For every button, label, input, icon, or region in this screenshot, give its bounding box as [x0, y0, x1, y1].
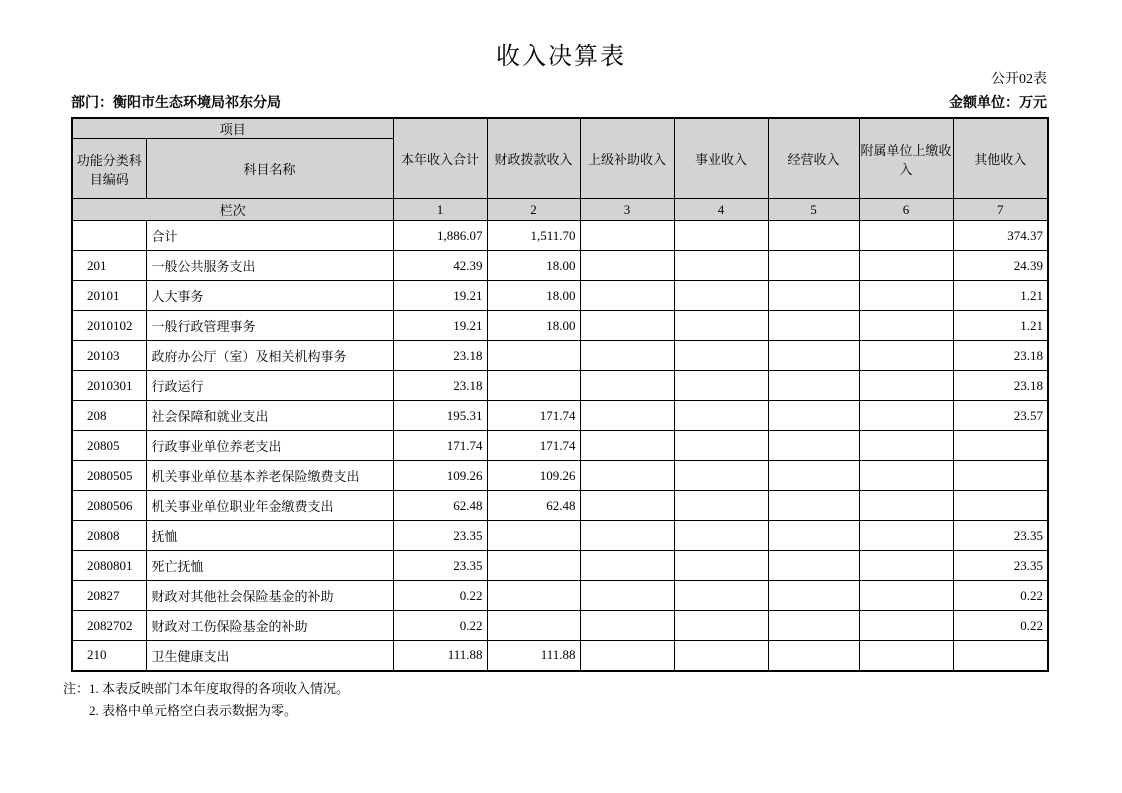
amount-cell: [768, 371, 859, 401]
subject-code-cell: 20101: [72, 281, 146, 311]
subject-name-cell: 人大事务: [146, 281, 393, 311]
amount-cell: [674, 641, 768, 671]
amount-cell: [859, 371, 953, 401]
col-header-superior-subsidy: 上级补助收入: [580, 118, 674, 199]
table-row: [72, 311, 1048, 341]
name-column-header: 科目名称: [146, 139, 393, 199]
amount-cell: [859, 491, 953, 521]
amount-cell: 171.74: [393, 431, 487, 461]
table-row: [72, 521, 1048, 551]
table-row: [72, 431, 1048, 461]
amount-cell: [674, 341, 768, 371]
amount-cell: 24.39: [953, 251, 1048, 281]
table-row: [72, 581, 1048, 611]
amount-cell: 23.35: [953, 551, 1048, 581]
unit-label: 金额单位：万元: [949, 96, 1047, 111]
subject-code-cell: 2080801: [72, 551, 146, 581]
amount-cell: [487, 581, 580, 611]
amount-cell: [768, 401, 859, 431]
amount-cell: [859, 401, 953, 431]
amount-cell: [859, 461, 953, 491]
amount-cell: 109.26: [487, 461, 580, 491]
table-row: [72, 611, 1048, 641]
amount-cell: [768, 551, 859, 581]
subject-code-cell: [72, 221, 146, 251]
subject-name-cell: 一般行政管理事务: [146, 311, 393, 341]
amount-cell: [768, 281, 859, 311]
amount-cell: [580, 491, 674, 521]
amount-cell: [580, 281, 674, 311]
table-row: [72, 461, 1048, 491]
amount-cell: [674, 611, 768, 641]
table-row: [72, 491, 1048, 521]
amount-cell: [768, 491, 859, 521]
col-header-total-income: 本年收入合计: [393, 118, 487, 199]
amount-cell: 23.35: [393, 551, 487, 581]
subject-code-cell: 201: [72, 251, 146, 281]
subject-name-cell: 社会保障和就业支出: [146, 401, 393, 431]
table-row: [72, 251, 1048, 281]
amount-cell: [674, 371, 768, 401]
table-row: [72, 341, 1048, 371]
subject-code-cell: 208: [72, 401, 146, 431]
amount-cell: 42.39: [393, 251, 487, 281]
amount-cell: [859, 611, 953, 641]
amount-cell: [674, 401, 768, 431]
amount-cell: 18.00: [487, 281, 580, 311]
amount-cell: 23.35: [393, 521, 487, 551]
amount-cell: 374.37: [953, 221, 1048, 251]
amount-cell: [859, 581, 953, 611]
amount-cell: 111.88: [487, 641, 580, 671]
amount-cell: 23.57: [953, 401, 1048, 431]
amount-cell: [768, 641, 859, 671]
subject-name-cell: 卫生健康支出: [146, 641, 393, 671]
amount-cell: 1,886.07: [393, 221, 487, 251]
table-row: [72, 401, 1048, 431]
amount-cell: 171.74: [487, 431, 580, 461]
subject-code-cell: 2010301: [72, 371, 146, 401]
subject-name-cell: 政府办公厅（室）及相关机构事务: [146, 341, 393, 371]
amount-cell: 18.00: [487, 251, 580, 281]
amount-cell: [674, 311, 768, 341]
header-row-lanci: [72, 199, 1048, 221]
amount-cell: 19.21: [393, 281, 487, 311]
table-body: [72, 221, 1048, 671]
amount-cell: 195.31: [393, 401, 487, 431]
amount-cell: [768, 251, 859, 281]
amount-cell: [487, 371, 580, 401]
table-row: [72, 281, 1048, 311]
amount-cell: [859, 431, 953, 461]
subject-name-cell: 合计: [146, 221, 393, 251]
amount-cell: [953, 431, 1048, 461]
lanci-label: 栏次: [72, 199, 393, 221]
footnote-line: 注：1. 本表反映部门本年度取得的各项收入情况。: [63, 681, 350, 696]
column-number: 2: [487, 199, 580, 221]
column-number: 1: [393, 199, 487, 221]
amount-cell: [674, 461, 768, 491]
code-column-header: 功能分类科目编码: [72, 139, 146, 199]
amount-cell: 0.22: [953, 611, 1048, 641]
column-number: 3: [580, 199, 674, 221]
amount-cell: [487, 341, 580, 371]
amount-cell: [580, 581, 674, 611]
col-header-operating-income: 经营收入: [768, 118, 859, 199]
subject-code-cell: 20805: [72, 431, 146, 461]
amount-cell: [674, 431, 768, 461]
col-header-other-income: 其他收入: [953, 118, 1048, 199]
subject-code-cell: 2010102: [72, 311, 146, 341]
amount-cell: 1.21: [953, 311, 1048, 341]
amount-cell: [674, 251, 768, 281]
amount-cell: [859, 341, 953, 371]
amount-cell: [580, 521, 674, 551]
amount-cell: [580, 401, 674, 431]
amount-cell: [580, 221, 674, 251]
amount-cell: [768, 521, 859, 551]
amount-cell: [953, 461, 1048, 491]
subject-code-cell: 2080506: [72, 491, 146, 521]
page-title: 收入决算表: [496, 44, 626, 70]
subject-name-cell: 死亡抚恤: [146, 551, 393, 581]
amount-cell: [859, 551, 953, 581]
amount-cell: [768, 461, 859, 491]
subject-code-cell: 20103: [72, 341, 146, 371]
amount-cell: 62.48: [487, 491, 580, 521]
amount-cell: 0.22: [953, 581, 1048, 611]
amount-cell: [580, 251, 674, 281]
meta-row: [71, 92, 1047, 112]
amount-cell: [768, 581, 859, 611]
subject-code-cell: 2080505: [72, 461, 146, 491]
table-row: [72, 221, 1048, 251]
amount-cell: [768, 611, 859, 641]
income-statement-table: [71, 117, 1049, 672]
amount-cell: [487, 521, 580, 551]
amount-cell: [859, 251, 953, 281]
amount-cell: [859, 641, 953, 671]
amount-cell: [580, 311, 674, 341]
column-number: 7: [953, 199, 1048, 221]
subject-name-cell: 一般公共服务支出: [146, 251, 393, 281]
amount-cell: [580, 461, 674, 491]
amount-cell: [580, 551, 674, 581]
amount-cell: 109.26: [393, 461, 487, 491]
amount-cell: [674, 491, 768, 521]
amount-cell: [674, 521, 768, 551]
subject-code-cell: 20827: [72, 581, 146, 611]
amount-cell: 23.18: [953, 371, 1048, 401]
amount-cell: [580, 611, 674, 641]
table-row: [72, 551, 1048, 581]
amount-cell: 23.18: [393, 341, 487, 371]
subject-code-cell: 210: [72, 641, 146, 671]
subject-code-cell: 20808: [72, 521, 146, 551]
table-row: [72, 641, 1048, 671]
amount-cell: 171.74: [487, 401, 580, 431]
amount-cell: 1.21: [953, 281, 1048, 311]
subject-name-cell: 抚恤: [146, 521, 393, 551]
subject-name-cell: 机关事业单位职业年金缴费支出: [146, 491, 393, 521]
amount-cell: 23.35: [953, 521, 1048, 551]
amount-cell: [953, 491, 1048, 521]
amount-cell: [580, 641, 674, 671]
col-header-business-income: 事业收入: [674, 118, 768, 199]
department-label: 部门：衡阳市生态环境局祁东分局: [71, 96, 281, 111]
subject-name-cell: 财政对工伤保险基金的补助: [146, 611, 393, 641]
amount-cell: [859, 521, 953, 551]
amount-cell: [768, 311, 859, 341]
project-group-header: 项目: [72, 118, 393, 139]
subject-name-cell: 财政对其他社会保险基金的补助: [146, 581, 393, 611]
amount-cell: [674, 221, 768, 251]
subject-name-cell: 行政事业单位养老支出: [146, 431, 393, 461]
subject-code-cell: 2082702: [72, 611, 146, 641]
amount-cell: [768, 221, 859, 251]
amount-cell: 0.22: [393, 581, 487, 611]
column-number: 4: [674, 199, 768, 221]
amount-cell: [859, 311, 953, 341]
amount-cell: 62.48: [393, 491, 487, 521]
amount-cell: 19.21: [393, 311, 487, 341]
table-row: [72, 371, 1048, 401]
footnotes: [63, 678, 349, 722]
amount-cell: [487, 611, 580, 641]
amount-cell: 23.18: [953, 341, 1048, 371]
column-number: 5: [768, 199, 859, 221]
amount-cell: [859, 221, 953, 251]
subject-name-cell: 机关事业单位基本养老保险缴费支出: [146, 461, 393, 491]
amount-cell: [580, 341, 674, 371]
header-row-project: [72, 118, 1048, 139]
subject-name-cell: 行政运行: [146, 371, 393, 401]
amount-cell: [953, 641, 1048, 671]
amount-cell: 18.00: [487, 311, 580, 341]
amount-cell: 111.88: [393, 641, 487, 671]
amount-cell: [674, 281, 768, 311]
amount-cell: [674, 581, 768, 611]
amount-cell: [580, 431, 674, 461]
amount-cell: 23.18: [393, 371, 487, 401]
sheet-code-label: 公开02表: [991, 72, 1047, 87]
amount-cell: [859, 281, 953, 311]
amount-cell: [768, 341, 859, 371]
amount-cell: [487, 551, 580, 581]
amount-cell: [768, 431, 859, 461]
column-number: 6: [859, 199, 953, 221]
col-header-subsidiary-income: 附属单位上缴收入: [859, 118, 953, 199]
amount-cell: 0.22: [393, 611, 487, 641]
amount-cell: [674, 551, 768, 581]
col-header-fiscal-appropriation: 财政拨款收入: [487, 118, 580, 199]
amount-cell: [580, 371, 674, 401]
amount-cell: 1,511.70: [487, 221, 580, 251]
footnote-line: 2. 表格中单元格空白表示数据为零。: [89, 703, 298, 718]
